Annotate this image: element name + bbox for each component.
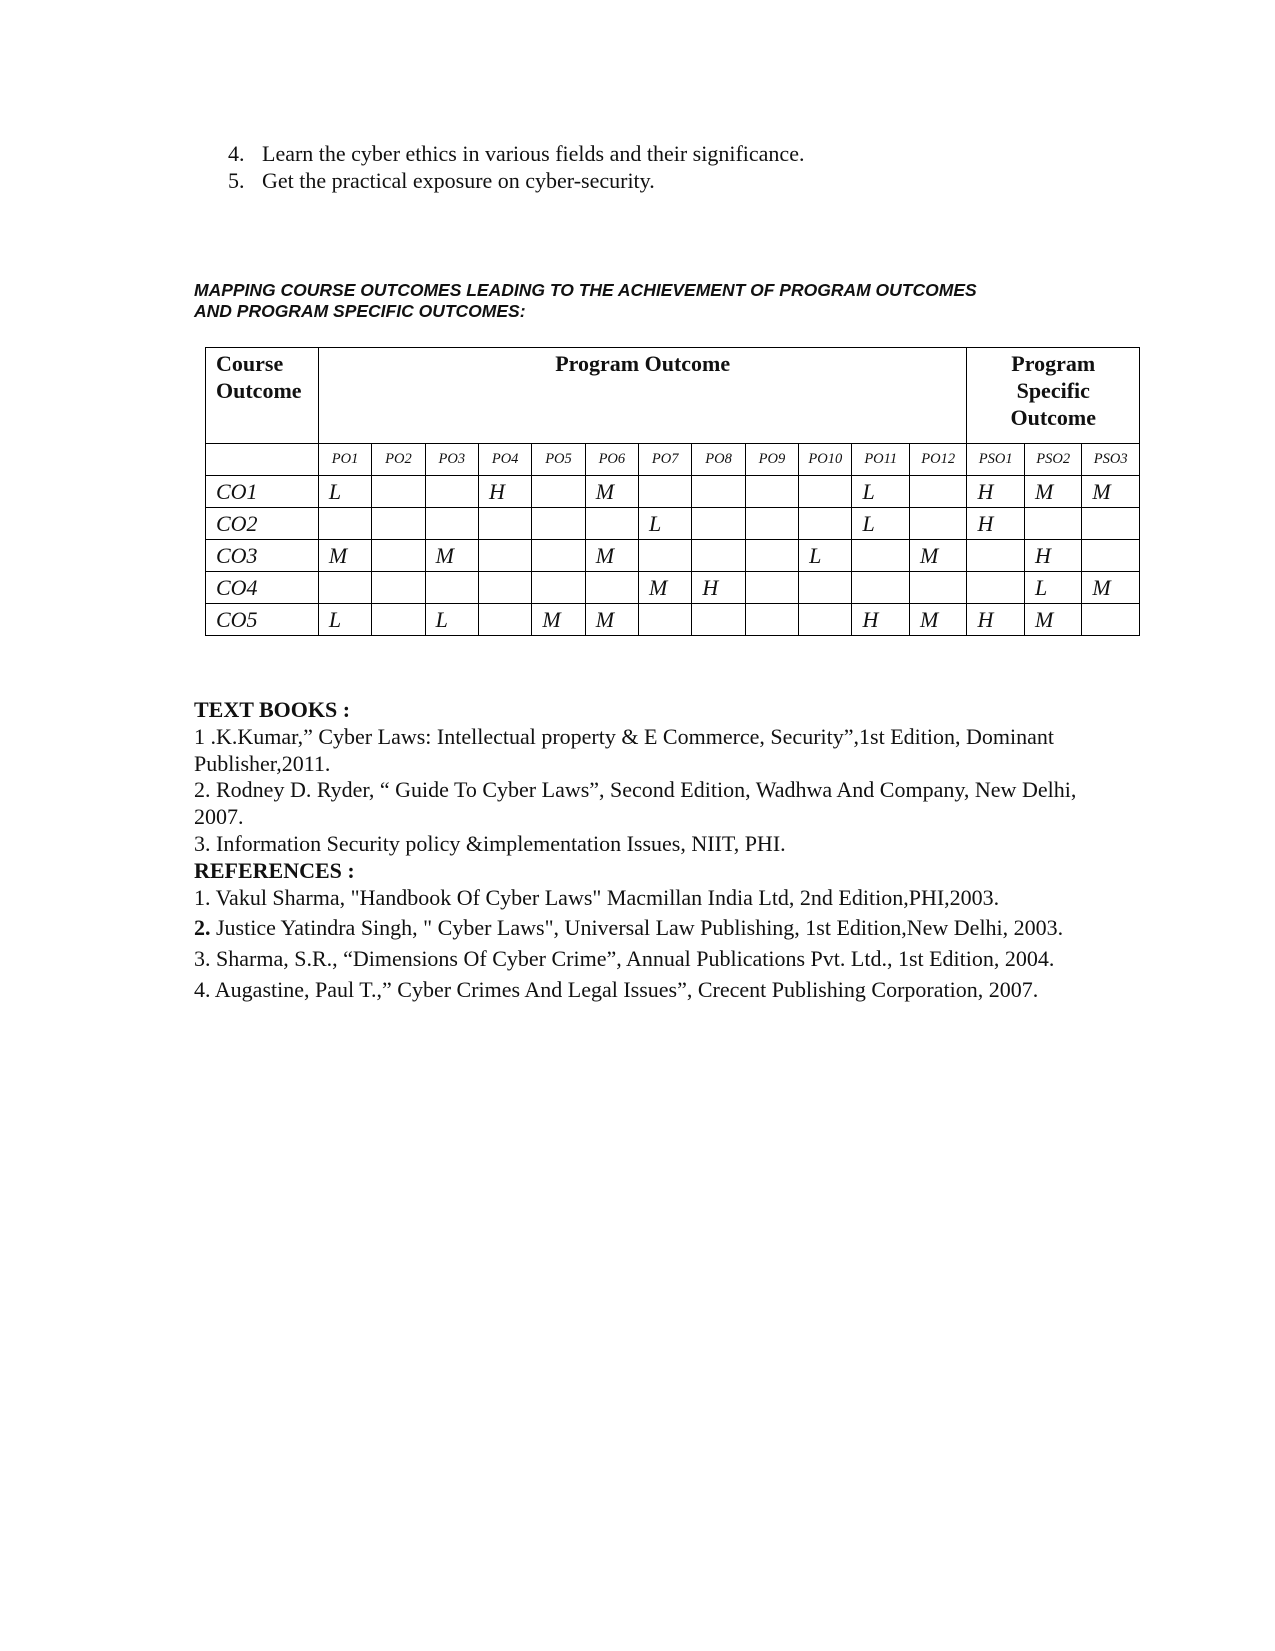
mapping-cell <box>745 476 798 508</box>
table-row <box>206 508 1140 540</box>
mapping-cell: M <box>585 604 638 636</box>
course-outcomes-list <box>228 140 804 194</box>
mapping-cell: M <box>1082 572 1140 604</box>
empty-cell <box>206 444 319 476</box>
mapping-cell: M <box>585 540 638 572</box>
subheader-cell: PO5 <box>532 444 585 476</box>
mapping-cell: H <box>967 508 1024 540</box>
course-outcome-header: Course Outcome <box>206 348 319 444</box>
mapping-cell <box>372 572 425 604</box>
mapping-heading: MAPPING COURSE OUTCOMES LEADING TO THE ACHIEVEMENT OF PROGRAM OUTCOMES AND PROGRAM SPECIFIC OUTCOMES: <box>194 280 977 321</box>
subheader-cell: PO9 <box>745 444 798 476</box>
subheader-cell: PO11 <box>852 444 909 476</box>
subheader-cell: PO12 <box>909 444 967 476</box>
program-outcome-header: Program Outcome <box>318 348 967 444</box>
text-book-item: 3. Information Security policy &implementation Issues, NIIT, PHI. <box>194 830 786 856</box>
subheader-cell: PO8 <box>692 444 745 476</box>
mapping-cell <box>909 508 967 540</box>
mapping-cell <box>372 508 425 540</box>
mapping-cell: M <box>532 604 585 636</box>
course-outcome-cell: CO4 <box>206 572 319 604</box>
table-row <box>206 540 1140 572</box>
mapping-cell <box>478 540 531 572</box>
mapping-cell <box>425 508 478 540</box>
mapping-cell <box>639 604 692 636</box>
mapping-cell <box>1024 508 1081 540</box>
mapping-cell <box>639 540 692 572</box>
mapping-cell <box>318 572 371 604</box>
mapping-cell: L <box>852 476 909 508</box>
mapping-cell: L <box>1024 572 1081 604</box>
reference-item: 3. Sharma, S.R., “Dimensions Of Cyber Crime”, Annual Publications Pvt. Ltd., 1st Edition, 2004. <box>194 946 1055 972</box>
subheader-cell: PO3 <box>425 444 478 476</box>
mapping-cell: M <box>585 476 638 508</box>
mapping-cell: L <box>852 508 909 540</box>
subheader-cell: PO2 <box>372 444 425 476</box>
list-item: 5. Get the practical exposure on cyber-security. <box>228 168 655 193</box>
mapping-cell: M <box>639 572 692 604</box>
program-specific-outcome-header: Program Specific Outcome <box>967 348 1140 444</box>
subheader-cell: PSO1 <box>967 444 1024 476</box>
mapping-cell: L <box>639 508 692 540</box>
mapping-cell: M <box>425 540 478 572</box>
mapping-cell <box>425 572 478 604</box>
subheader-cell: PO4 <box>478 444 531 476</box>
mapping-cell: L <box>425 604 478 636</box>
mapping-cell <box>532 540 585 572</box>
course-outcome-cell: CO2 <box>206 508 319 540</box>
table-row <box>206 476 1140 508</box>
mapping-cell: L <box>318 604 371 636</box>
mapping-cell <box>532 476 585 508</box>
mapping-cell <box>318 508 371 540</box>
mapping-cell: H <box>967 476 1024 508</box>
mapping-cell <box>532 508 585 540</box>
mapping-cell: L <box>799 540 852 572</box>
mapping-cell <box>799 508 852 540</box>
text-books-heading: TEXT BOOKS : <box>194 697 351 722</box>
subheader-cell: PSO2 <box>1024 444 1081 476</box>
list-item: 4. Learn the cyber ethics in various fields and their significance. <box>228 141 805 166</box>
reference-item: 4. Augastine, Paul T.,” Cyber Crimes And Legal Issues”, Crecent Publishing Corporation, 2007. <box>194 976 1039 1002</box>
mapping-cell <box>425 476 478 508</box>
mapping-cell <box>1082 604 1140 636</box>
mapping-cell <box>745 508 798 540</box>
mapping-cell <box>692 604 745 636</box>
mapping-cell <box>909 476 967 508</box>
mapping-cell <box>1082 540 1140 572</box>
mapping-cell <box>909 572 967 604</box>
mapping-cell <box>799 572 852 604</box>
mapping-cell <box>585 508 638 540</box>
mapping-cell <box>372 476 425 508</box>
table-row <box>206 604 1140 636</box>
mapping-cell <box>478 572 531 604</box>
mapping-cell <box>745 604 798 636</box>
mapping-cell <box>852 540 909 572</box>
reference-item: 2. Justice Yatindra Singh, " Cyber Laws", Universal Law Publishing, 1st Edition,New Delhi, 2003. <box>194 915 1064 941</box>
mapping-cell <box>372 540 425 572</box>
mapping-cell: M <box>909 604 967 636</box>
mapping-table <box>205 347 1140 636</box>
mapping-cell <box>532 572 585 604</box>
mapping-table-body <box>206 476 1140 636</box>
mapping-cell: M <box>318 540 371 572</box>
references-section <box>194 697 1094 1004</box>
text-book-item: 1 .K.Kumar,” Cyber Laws: Intellectual property & E Commerce, Security”,1st Edition, Dominant Publisher,2011. <box>194 723 1054 776</box>
table-subheader-row <box>206 444 1140 476</box>
mapping-cell: H <box>967 604 1024 636</box>
mapping-cell <box>478 604 531 636</box>
mapping-cell: M <box>1024 604 1081 636</box>
mapping-cell <box>1082 508 1140 540</box>
mapping-cell <box>967 572 1024 604</box>
mapping-cell: M <box>909 540 967 572</box>
mapping-cell <box>372 604 425 636</box>
references-heading: REFERENCES : <box>194 857 355 883</box>
mapping-cell <box>478 508 531 540</box>
mapping-cell: M <box>1082 476 1140 508</box>
subheader-cell: PO7 <box>639 444 692 476</box>
mapping-cell: M <box>1024 476 1081 508</box>
mapping-cell <box>692 508 745 540</box>
mapping-cell: H <box>1024 540 1081 572</box>
mapping-cell: H <box>692 572 745 604</box>
subheader-cell: PO1 <box>318 444 371 476</box>
mapping-cell <box>745 572 798 604</box>
mapping-cell <box>967 540 1024 572</box>
mapping-cell: H <box>852 604 909 636</box>
subheader-cell: PO6 <box>585 444 638 476</box>
table-header-row <box>206 348 1140 444</box>
mapping-cell <box>639 476 692 508</box>
course-outcome-cell: CO3 <box>206 540 319 572</box>
reference-item: 1. Vakul Sharma, "Handbook Of Cyber Laws" Macmillan India Ltd, 2nd Edition,PHI,2003. <box>194 884 1000 910</box>
mapping-cell <box>585 572 638 604</box>
mapping-cell: L <box>318 476 371 508</box>
mapping-cell <box>852 572 909 604</box>
mapping-cell: H <box>478 476 531 508</box>
course-outcome-cell: CO1 <box>206 476 319 508</box>
table-row <box>206 572 1140 604</box>
subheader-cell: PSO3 <box>1082 444 1140 476</box>
mapping-cell <box>799 476 852 508</box>
mapping-cell <box>692 540 745 572</box>
subheader-cell: PO10 <box>799 444 852 476</box>
mapping-cell <box>745 540 798 572</box>
course-outcome-cell: CO5 <box>206 604 319 636</box>
mapping-cell <box>692 476 745 508</box>
text-book-item: 2. Rodney D. Ryder, “ Guide To Cyber Laws”, Second Edition, Wadhwa And Company, New Delhi, 2007. <box>194 777 1077 830</box>
mapping-cell <box>799 604 852 636</box>
